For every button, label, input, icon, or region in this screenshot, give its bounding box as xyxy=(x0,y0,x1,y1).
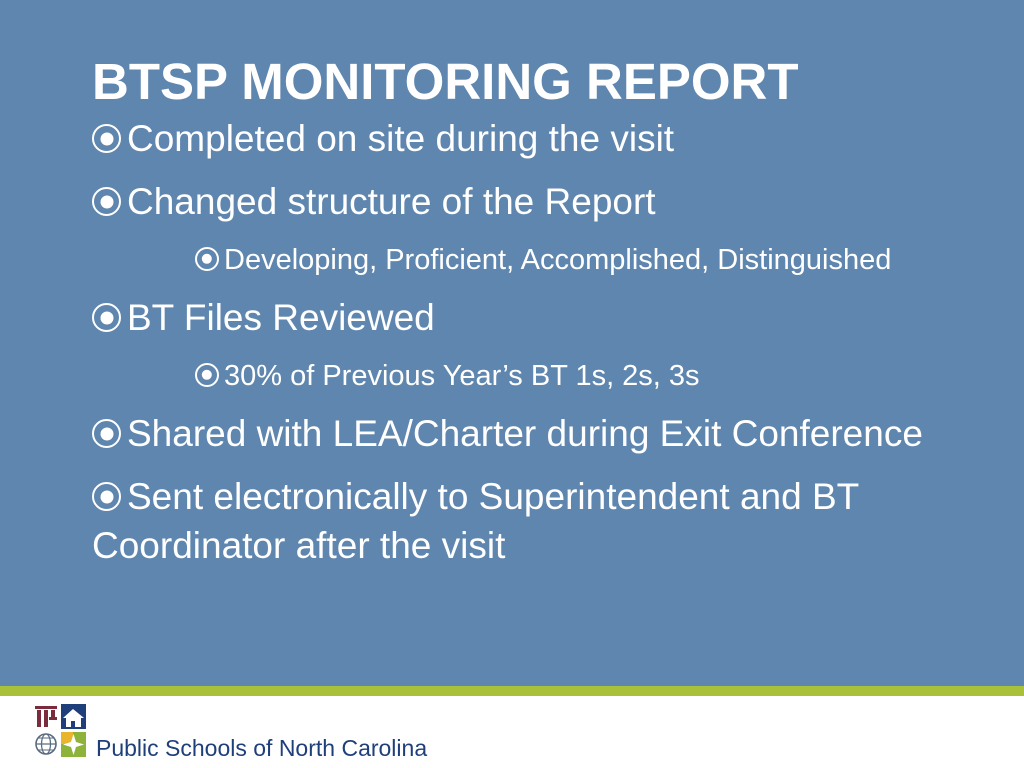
bullet-text: Changed structure of the Report xyxy=(127,181,656,222)
psnc-logo-icon xyxy=(32,703,88,759)
bullet-circle-icon xyxy=(195,363,219,387)
footer-organization-name: Public Schools of North Carolina xyxy=(96,735,428,761)
bullet-circle-icon xyxy=(92,124,121,153)
bullet-circle-icon xyxy=(92,482,121,511)
bullet-item xyxy=(92,177,972,226)
sub-bullet-item xyxy=(195,240,972,280)
sub-bullet-item xyxy=(195,356,972,396)
sub-bullet-text: Developing, Proficient, Accomplished, Distinguished xyxy=(224,244,892,276)
accent-bar xyxy=(0,686,1024,696)
bullet-circle-icon xyxy=(195,247,219,271)
bullet-item xyxy=(92,293,972,342)
bullet-text: Sent electronically to Superintendent and BT Coordinator after the visit xyxy=(92,476,859,566)
bullet-item xyxy=(92,409,972,458)
bullet-circle-icon xyxy=(92,303,121,332)
bullet-text: Shared with LEA/Charter during Exit Conference xyxy=(127,413,923,454)
bullet-text: Completed on site during the visit xyxy=(127,118,675,159)
slide-title: BTSP MONITORING REPORT xyxy=(92,53,799,110)
bullet-list xyxy=(92,114,972,584)
bullet-item xyxy=(92,114,972,163)
bullet-circle-icon xyxy=(92,187,121,216)
sub-bullet-text: 30% of Previous Year’s BT 1s, 2s, 3s xyxy=(224,360,700,392)
bullet-item xyxy=(92,472,972,570)
bullet-text: BT Files Reviewed xyxy=(127,297,435,338)
bullet-circle-icon xyxy=(92,419,121,448)
